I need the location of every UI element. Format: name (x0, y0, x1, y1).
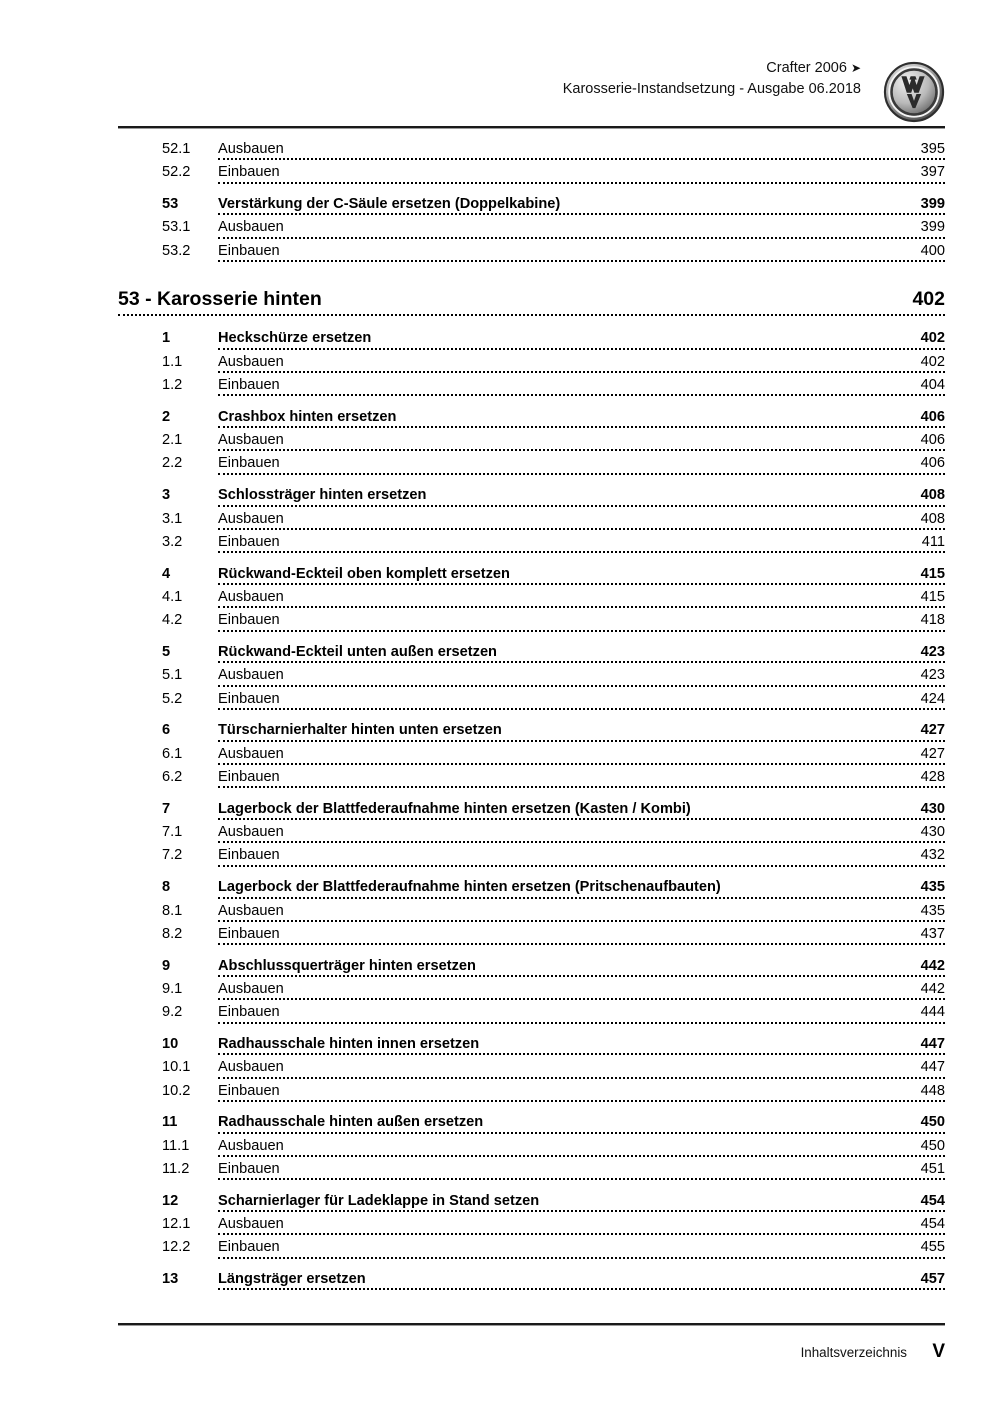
toc-entry-title: Ausbauen (218, 824, 291, 840)
toc-entry-number: 2.1 (162, 432, 183, 449)
toc-entry-title: Ausbauen (218, 432, 291, 448)
toc-entry-title: Einbauen (218, 1239, 287, 1255)
toc-entry-row[interactable] (0, 1059, 999, 1082)
dot-leader (218, 448, 945, 451)
toc-entry-number: 53.1 (162, 219, 191, 236)
toc-entry-title: Einbauen (218, 926, 287, 942)
dot-leader (218, 472, 945, 475)
toc-entry-page-number: 454 (893, 1193, 945, 1209)
toc-entry-number: 8 (162, 879, 171, 896)
toc-entry-row[interactable] (0, 1138, 999, 1161)
toc-entry-row[interactable] (0, 612, 999, 635)
toc-entry-row[interactable] (0, 1114, 999, 1137)
dot-leader (218, 1209, 945, 1212)
dot-leader (218, 1052, 945, 1055)
dot-leader (218, 347, 945, 350)
toc-entry-number: 4.2 (162, 612, 183, 629)
toc-entry-number: 5 (162, 644, 171, 661)
dot-leader (218, 1021, 945, 1024)
toc-entry-title: Ausbauen (218, 1059, 291, 1075)
toc-entry-page-number: 432 (893, 847, 945, 863)
toc-entry-page-number: 423 (893, 667, 945, 683)
toc-entry-title: Ausbauen (218, 219, 291, 235)
toc-entry-row[interactable] (0, 958, 999, 981)
toc-entry-title: Ausbauen (218, 141, 291, 157)
toc-entry-page-number: 402 (893, 330, 945, 346)
toc-entry-page-number: 455 (893, 1239, 945, 1255)
toc-entry-page-number: 442 (893, 981, 945, 997)
toc-entry-row[interactable] (0, 1193, 999, 1216)
toc-entry-page-number: 402 (882, 288, 945, 311)
toc-entry-number: 1.2 (162, 377, 183, 394)
footer-rule (118, 1323, 945, 1326)
dot-leader (218, 1131, 945, 1134)
toc-entry-number: 2.2 (162, 455, 183, 472)
toc-entry-number: 8.1 (162, 902, 183, 919)
toc-entry-title: Abschlussquerträger hinten ersetzen (218, 958, 483, 974)
toc-entry-row[interactable] (0, 243, 999, 266)
toc-entry-page-number: 415 (893, 589, 945, 605)
toc-entry-page-number: 427 (893, 722, 945, 738)
dot-leader (218, 739, 945, 742)
toc-entry-row[interactable] (0, 432, 999, 455)
toc-entry-title: Einbauen (218, 377, 287, 393)
toc-entry-row[interactable] (0, 566, 999, 589)
header-model-text: Crafter 2006 (766, 60, 847, 76)
toc-entry-number: 12 (162, 1192, 179, 1209)
toc-entry-number: 11.1 (162, 1137, 190, 1154)
toc-entry-title: Einbauen (218, 534, 287, 550)
dot-leader (218, 707, 945, 710)
dot-leader (218, 896, 945, 899)
toc-entry-number: 6.2 (162, 769, 183, 786)
toc-chapter-row[interactable] (0, 288, 999, 322)
toc-entry-number: 11 (162, 1114, 178, 1131)
toc-entry-row[interactable] (0, 409, 999, 432)
toc-entry-number: 52.1 (162, 141, 191, 157)
dot-leader (218, 157, 945, 160)
toc-entry-row[interactable] (0, 455, 999, 478)
toc-entry-page-number: 444 (893, 1004, 945, 1020)
toc-entry-title: Ausbauen (218, 746, 291, 762)
toc-entry-number: 53 (162, 196, 179, 213)
toc-entry-row[interactable] (0, 1216, 999, 1239)
dot-leader (218, 527, 945, 530)
toc-entry-title: Radhausschale hinten außen ersetzen (218, 1114, 490, 1130)
toc-entry-page-number: 448 (893, 1083, 945, 1099)
dot-leader (218, 1256, 945, 1259)
toc-entry-number: 7.1 (162, 824, 183, 841)
toc-entry-title: Ausbauen (218, 903, 291, 919)
toc-entry-title: Einbauen (218, 1004, 287, 1020)
toc-entry-title: Crashbox hinten ersetzen (218, 409, 403, 425)
toc-entry-number: 4.1 (162, 588, 183, 605)
toc-entry-number: 1 (162, 330, 171, 347)
table-of-contents (0, 141, 999, 1294)
toc-entry-title: Ausbauen (218, 1216, 291, 1232)
toc-entry-row[interactable] (0, 589, 999, 612)
footer-page-number: V (932, 1341, 945, 1362)
dot-leader (218, 550, 945, 553)
dot-leader (218, 1177, 945, 1180)
toc-entry-number: 7 (162, 800, 171, 817)
toc-entry-page-number: 399 (893, 219, 945, 235)
dot-leader (218, 1076, 945, 1079)
toc-chapter-title: 53 - Karosserie hinten (118, 288, 331, 311)
toc-entry-row[interactable] (0, 534, 999, 557)
dot-leader (218, 1232, 945, 1235)
toc-entry-number: 2 (162, 408, 171, 425)
toc-entry-row[interactable] (0, 801, 999, 824)
toc-entry-page-number: 395 (893, 141, 945, 157)
dot-leader (218, 393, 945, 396)
dot-leader (218, 942, 945, 945)
toc-entry-title: Einbauen (218, 1083, 287, 1099)
toc-entry-row[interactable] (0, 196, 999, 219)
dot-leader (218, 1287, 945, 1290)
volkswagen-logo-icon (883, 61, 945, 123)
toc-entry-page-number: 415 (893, 566, 945, 582)
toc-entry-page-number: 423 (893, 644, 945, 660)
toc-entry-number: 5.1 (162, 667, 183, 684)
toc-entry-row[interactable] (0, 847, 999, 870)
toc-entry-number: 9 (162, 957, 171, 974)
toc-entry-number: 9.2 (162, 1004, 183, 1021)
header-title-block (563, 58, 861, 100)
toc-entry-number: 8.2 (162, 925, 183, 942)
dot-leader (218, 504, 945, 507)
toc-entry-page-number: 435 (893, 903, 945, 919)
dot-leader (218, 840, 945, 843)
toc-entry-number: 53.2 (162, 242, 191, 259)
toc-entry-row[interactable] (0, 1083, 999, 1106)
dot-leader (218, 864, 945, 867)
toc-entry-title: Rückwand-Eckteil oben komplett ersetzen (218, 566, 517, 582)
toc-entry-row[interactable] (0, 1239, 999, 1262)
toc-entry-page-number: 411 (893, 534, 945, 550)
toc-entry-number: 5.2 (162, 690, 183, 707)
toc-entry-title: Längsträger ersetzen (218, 1271, 373, 1287)
toc-entry-page-number: 418 (893, 612, 945, 628)
toc-entry-title: Scharnierlager für Ladeklappe in Stand setzen (218, 1193, 546, 1209)
toc-entry-page-number: 406 (893, 409, 945, 425)
toc-entry-title: Radhausschale hinten innen ersetzen (218, 1036, 486, 1052)
toc-entry-page-number: 402 (893, 354, 945, 370)
toc-entry-number: 3.1 (162, 510, 183, 527)
toc-entry-number: 10.2 (162, 1082, 191, 1099)
toc-entry-page-number: 454 (893, 1216, 945, 1232)
footer-label: Inhaltsverzeichnis (800, 1345, 907, 1360)
toc-entry-row[interactable] (0, 691, 999, 714)
dot-leader (218, 1154, 945, 1157)
toc-entry-row[interactable] (0, 879, 999, 902)
toc-entry-page-number: 406 (893, 455, 945, 471)
toc-entry-page-number: 399 (893, 196, 945, 212)
toc-entry-row[interactable] (0, 511, 999, 534)
toc-entry-title: Einbauen (218, 691, 287, 707)
toc-entry-title: Ausbauen (218, 589, 291, 605)
toc-entry-number: 4 (162, 565, 171, 582)
toc-entry-row[interactable] (0, 1036, 999, 1059)
toc-entry-page-number: 457 (893, 1271, 945, 1287)
dot-leader (218, 785, 945, 788)
toc-entry-row[interactable] (0, 667, 999, 690)
toc-entry-title: Rückwand-Eckteil unten außen ersetzen (218, 644, 504, 660)
toc-entry-page-number: 437 (893, 926, 945, 942)
toc-entry-row[interactable] (0, 722, 999, 745)
toc-entry-title: Einbauen (218, 1161, 287, 1177)
toc-entry-title: Türscharnierhalter hinten unten ersetzen (218, 722, 509, 738)
toc-entry-title: Einbauen (218, 847, 287, 863)
dot-leader (218, 684, 945, 687)
toc-entry-row[interactable] (0, 164, 999, 187)
toc-entry-title: Einbauen (218, 769, 287, 785)
toc-entry-number: 7.2 (162, 847, 183, 864)
toc-entry-page-number: 404 (893, 377, 945, 393)
page-header (118, 58, 945, 136)
toc-entry-number: 11.2 (162, 1160, 190, 1177)
dot-leader (218, 582, 945, 585)
toc-entry-row[interactable] (0, 824, 999, 847)
toc-entry-row[interactable] (0, 377, 999, 400)
toc-entry-row[interactable] (0, 487, 999, 510)
toc-entry-row[interactable] (0, 1271, 999, 1294)
dot-leader (218, 997, 945, 1000)
toc-entry-row[interactable] (0, 746, 999, 769)
toc-entry-title: Einbauen (218, 243, 287, 259)
dot-leader (218, 817, 945, 820)
dot-leader (218, 974, 945, 977)
toc-entry-page-number: 447 (893, 1059, 945, 1075)
toc-entry-number: 3.2 (162, 533, 183, 550)
toc-entry-page-number: 397 (893, 164, 945, 180)
page-footer (118, 1341, 945, 1371)
dot-leader (218, 919, 945, 922)
toc-entry-title: Heckschürze ersetzen (218, 330, 378, 346)
toc-entry-title: Einbauen (218, 612, 287, 628)
toc-entry-page-number: 447 (893, 1036, 945, 1052)
toc-entry-row[interactable] (0, 330, 999, 353)
toc-entry-title: Lagerbock der Blattfederaufnahme hinten ersetzen (Kasten / Kombi) (218, 801, 698, 817)
header-rule (118, 126, 945, 129)
toc-entry-number: 3 (162, 487, 171, 504)
toc-entry-title: Ausbauen (218, 511, 291, 527)
toc-entry-page-number: 430 (893, 824, 945, 840)
dot-leader (218, 425, 945, 428)
dot-leader (218, 236, 945, 239)
toc-entry-number: 12.1 (162, 1216, 191, 1233)
toc-entry-row[interactable] (0, 644, 999, 667)
toc-entry-number: 1.1 (162, 353, 183, 370)
dot-leader (218, 629, 945, 632)
toc-entry-row[interactable] (0, 1161, 999, 1184)
toc-entry-page-number: 424 (893, 691, 945, 707)
toc-entry-row[interactable] (0, 926, 999, 949)
toc-entry-page-number: 408 (893, 487, 945, 503)
toc-entry-number: 6.1 (162, 745, 183, 762)
dot-leader (218, 1099, 945, 1102)
toc-entry-number: 10.1 (162, 1059, 191, 1076)
toc-entry-row[interactable] (0, 1004, 999, 1027)
toc-entry-number: 9.1 (162, 980, 183, 997)
dot-leader (218, 259, 945, 262)
toc-entry-title: Ausbauen (218, 1138, 291, 1154)
toc-entry-title: Einbauen (218, 455, 287, 471)
dot-leader (218, 605, 945, 608)
toc-entry-page-number: 400 (893, 243, 945, 259)
toc-entry-title: Einbauen (218, 164, 287, 180)
toc-entry-page-number: 442 (893, 958, 945, 974)
toc-entry-title: Verstärkung der C-Säule ersetzen (Doppelkabine) (218, 196, 567, 212)
toc-entry-row[interactable] (0, 141, 999, 164)
toc-entry-page-number: 427 (893, 746, 945, 762)
dot-leader (218, 370, 945, 373)
toc-entry-page-number: 450 (893, 1138, 945, 1154)
toc-entry-number: 12.2 (162, 1239, 191, 1256)
toc-entry-number: 10 (162, 1036, 179, 1052)
toc-entry-page-number: 450 (893, 1114, 945, 1130)
toc-entry-title: Ausbauen (218, 981, 291, 997)
toc-entry-row[interactable] (0, 219, 999, 242)
toc-entry-page-number: 408 (893, 511, 945, 527)
toc-entry-number: 52.2 (162, 164, 191, 181)
toc-entry-number: 6 (162, 722, 171, 739)
toc-entry-page-number: 451 (893, 1161, 945, 1177)
toc-entry-title: Ausbauen (218, 354, 291, 370)
toc-entry-title: Lagerbock der Blattfederaufnahme hinten ersetzen (Pritschenaufbauten) (218, 879, 728, 895)
toc-entry-page-number: 430 (893, 801, 945, 817)
toc-entry-title: Schlossträger hinten ersetzen (218, 487, 433, 503)
toc-entry-row[interactable] (0, 981, 999, 1004)
dot-leader (218, 181, 945, 184)
dot-leader (218, 212, 945, 215)
dot-leader (218, 762, 945, 765)
toc-entry-page-number: 406 (893, 432, 945, 448)
toc-entry-row[interactable] (0, 354, 999, 377)
toc-entry-number: 13 (162, 1271, 179, 1288)
toc-entry-page-number: 428 (893, 769, 945, 785)
header-model-line (563, 58, 861, 79)
dot-leader (218, 660, 945, 663)
arrow-icon: ➤ (850, 61, 861, 75)
dot-leader (118, 313, 945, 316)
toc-entry-title: Ausbauen (218, 667, 291, 683)
toc-entry-page-number: 435 (893, 879, 945, 895)
header-subtitle: Karosserie-Instandsetzung - Ausgabe 06.2018 (562, 81, 861, 98)
toc-entry-row[interactable] (0, 769, 999, 792)
toc-entry-row[interactable] (0, 903, 999, 926)
